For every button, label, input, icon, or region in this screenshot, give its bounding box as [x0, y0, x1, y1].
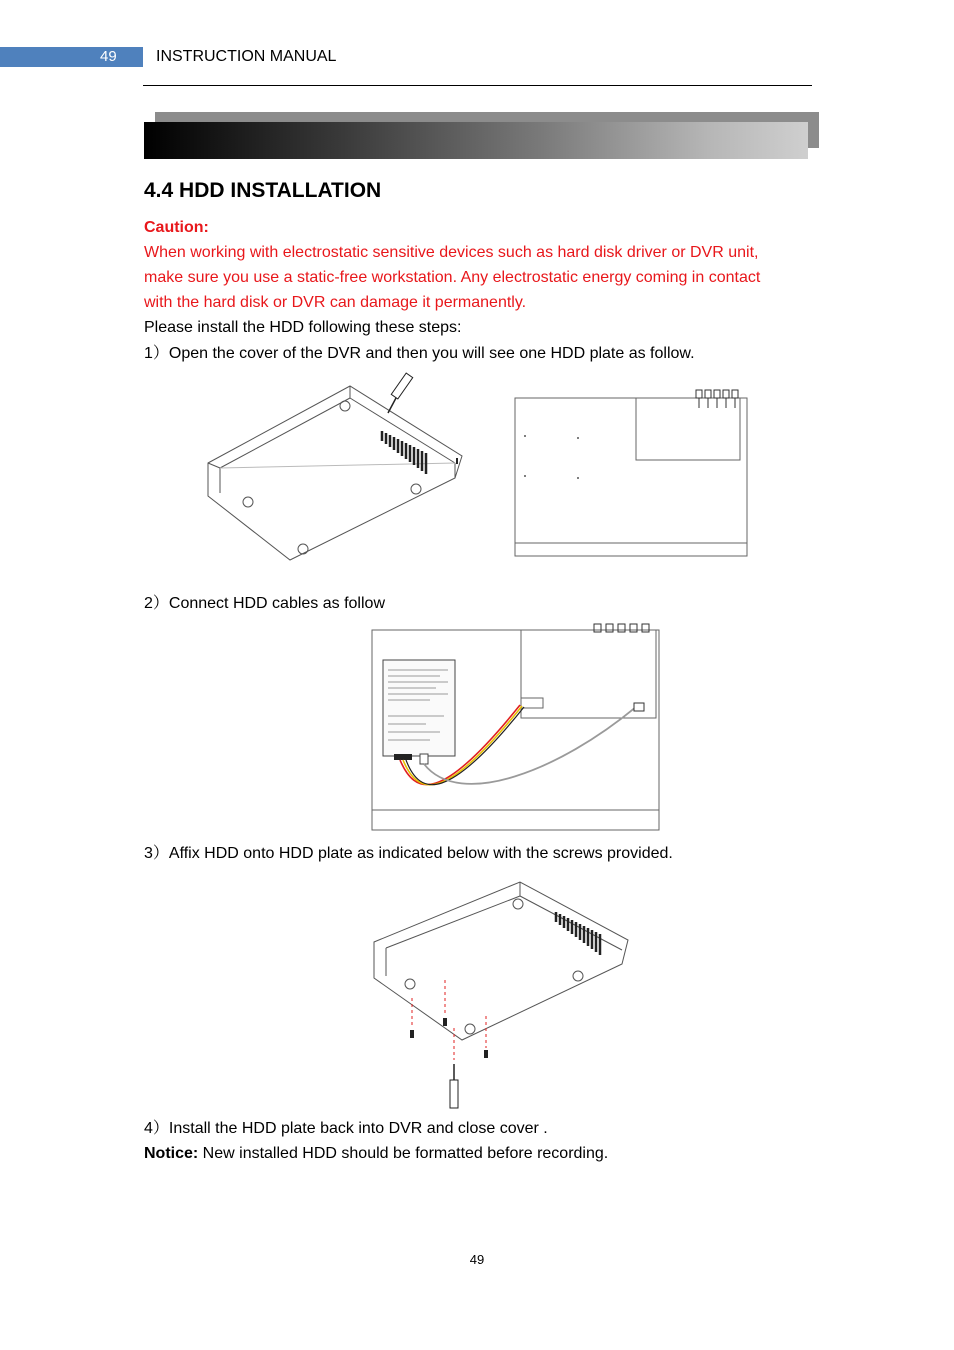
section-title: 4.4 HDD INSTALLATION	[144, 179, 382, 202]
hdd-cables-figure	[370, 620, 662, 832]
step-1-text: 1）Open the cover of the DVR and then you will see one HDD plate as follow.	[144, 345, 695, 362]
step-2-text: 2）Connect HDD cables as follow	[144, 595, 385, 612]
intro-text: Please install the HDD following these steps:	[144, 319, 462, 336]
section-band	[144, 122, 808, 159]
notice	[144, 1144, 608, 1164]
footer-page-number: 49	[469, 1252, 485, 1267]
step-4-text: 4）Install the HDD plate back into DVR and close cover .	[144, 1120, 548, 1137]
notice-text: New installed HDD should be formatted before recording.	[198, 1145, 609, 1162]
step-3-text: 3）Affix HDD onto HDD plate as indicated below with the screws provided.	[144, 845, 673, 862]
caution-line-1: When working with electrostatic sensitive devices such as hard disk driver or DVR unit,	[144, 244, 759, 261]
dvr-topdown-figure	[512, 388, 752, 560]
hdd-affix-figure	[370, 880, 632, 1112]
caution-line-3: with the hard disk or DVR can damage it permanently.	[144, 294, 527, 311]
caution-line-2: make sure you use a static-free workstation. Any electrostatic energy coming in contact	[144, 269, 761, 286]
notice-label: Notice:	[144, 1145, 199, 1162]
header-title: INSTRUCTION MANUAL	[156, 48, 337, 65]
header-rule	[143, 85, 812, 86]
header-page-number: 49	[100, 48, 117, 65]
caution-label: Caution:	[144, 219, 209, 236]
dvr-underside-figure	[200, 368, 470, 563]
